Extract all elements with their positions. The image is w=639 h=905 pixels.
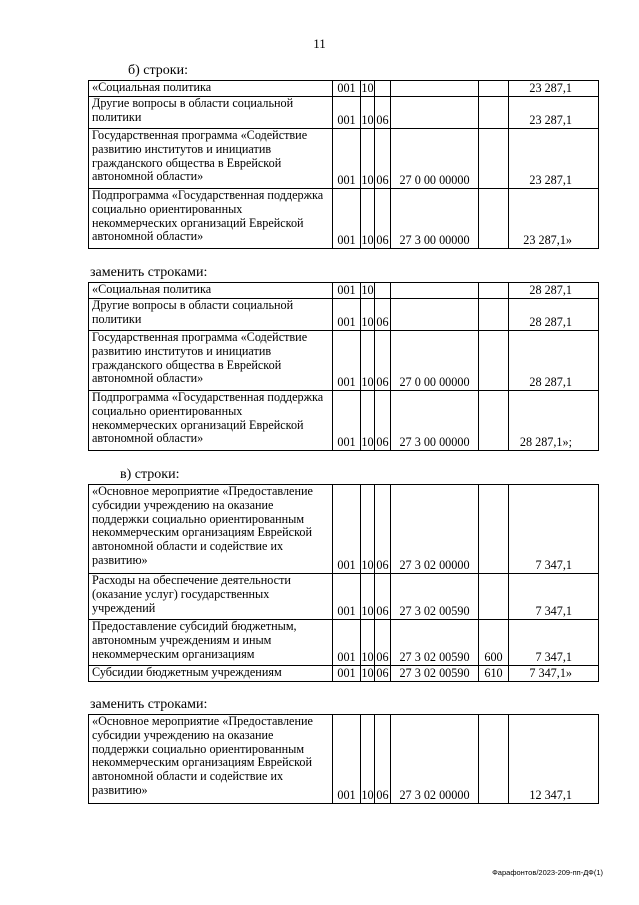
budget-table	[88, 714, 599, 804]
pr-cell: 06	[375, 620, 391, 666]
row-name: Другие вопросы в области социальной политики	[89, 299, 333, 331]
csr-cell: 27 0 00 00000	[391, 331, 479, 391]
table-row	[89, 331, 599, 391]
csr-cell: 27 3 00 00000	[391, 391, 479, 451]
vr-cell	[479, 129, 509, 189]
csr-cell: 27 3 02 00590	[391, 666, 479, 682]
pr-cell	[375, 81, 391, 97]
page-number: 11	[313, 36, 326, 51]
vr-cell	[479, 331, 509, 391]
ved-cell: 001	[333, 81, 361, 97]
section-heading: б) строки:	[128, 63, 188, 78]
pr-cell: 06	[376, 666, 389, 681]
amount-cell: 23 287,1»	[509, 189, 599, 249]
amount-cell: 7 347,1	[509, 574, 599, 620]
rz-cell: 10	[361, 574, 375, 620]
table-row	[89, 129, 599, 189]
amount-cell: 28 287,1»;	[509, 391, 599, 451]
table-row	[89, 97, 599, 129]
budget-table	[88, 80, 599, 249]
pr-cell: 06	[375, 715, 391, 804]
ved-cell: 001	[333, 331, 361, 391]
section-heading: в) строки:	[120, 467, 180, 482]
rz-cell: 10	[361, 129, 375, 189]
row-name: Государственная программа «Содействие развитию институтов и инициатив гражданского общества в Еврейской автономной области»	[89, 129, 333, 189]
csr-cell: 27 0 00 00000	[391, 129, 479, 189]
csr-cell: 27 3 02 00590	[391, 574, 479, 620]
rz-cell: 10	[361, 331, 375, 391]
pr-cell: 06	[375, 331, 391, 391]
row-name: Государственная программа «Содействие развитию институтов и инициатив гражданского общества в Еврейской автономной области»	[89, 331, 333, 391]
pr-cell: 06	[375, 97, 391, 129]
vr-cell: 600	[479, 620, 509, 666]
ved-cell: 001	[333, 620, 361, 666]
rz-cell: 10	[361, 391, 375, 451]
budget-table	[88, 484, 599, 682]
amount-cell: 12 347,1	[509, 715, 599, 804]
table-row	[89, 620, 599, 666]
table-row	[89, 81, 599, 97]
amount-cell: 28 287,1	[509, 299, 599, 331]
pr-cell: 06	[375, 391, 391, 451]
pr-cell: 06	[375, 129, 391, 189]
rz-cell: 10	[361, 283, 374, 298]
table-row	[89, 189, 599, 249]
vr-cell	[479, 81, 509, 97]
csr-cell	[391, 283, 479, 299]
ved-cell: 001	[333, 299, 361, 331]
vr-cell	[479, 189, 509, 249]
rz-cell: 10	[361, 620, 375, 666]
csr-cell: 27 3 02 00000	[391, 485, 479, 574]
amount-cell: 23 287,1	[509, 97, 599, 129]
csr-cell: 27 3 02 00000	[391, 715, 479, 804]
amount-cell: 28 287,1	[509, 331, 599, 391]
vr-cell	[479, 715, 509, 804]
table-row	[89, 299, 599, 331]
csr-cell	[391, 299, 479, 331]
table-row	[89, 666, 599, 682]
rz-cell: 10	[361, 715, 375, 804]
pr-cell: 06	[375, 574, 391, 620]
csr-cell: 27 3 02 00590	[391, 620, 479, 666]
vr-cell	[479, 391, 509, 451]
rz-cell: 10	[361, 666, 374, 681]
footer-doc-id: Фарафонтов/2023-209-пп-ДФ(1)	[492, 868, 603, 877]
budget-table	[88, 282, 599, 451]
ved-cell: 001	[333, 574, 361, 620]
row-name: «Социальная политика	[89, 81, 333, 97]
amount-cell: 23 287,1	[509, 129, 599, 189]
pr-cell: 06	[375, 189, 391, 249]
vr-cell	[479, 485, 509, 574]
rz-cell: 10	[361, 299, 375, 331]
row-name: Подпрограмма «Государственная поддержка социально ориентированных некоммерческих организаций Еврейской автономной области»	[89, 391, 333, 451]
row-name: «Основное мероприятие «Предоставление субсидии учреждению на оказание поддержки социально ориентированным некоммерческим организациям Еврейской автономной области и содействие их развитию»	[89, 715, 333, 804]
csr-cell	[391, 81, 479, 97]
table-row	[89, 574, 599, 620]
rz-cell: 10	[361, 81, 374, 96]
vr-cell	[479, 574, 509, 620]
ved-cell: 001	[333, 189, 361, 249]
rz-cell: 10	[361, 485, 375, 574]
table-row	[89, 283, 599, 299]
csr-cell	[391, 97, 479, 129]
vr-cell	[479, 97, 509, 129]
rz-cell: 10	[361, 97, 375, 129]
vr-cell	[479, 299, 509, 331]
pr-cell	[375, 283, 391, 299]
row-name: Предоставление субсидий бюджетным, автономным учреждениям и иным некоммерческим организациям	[89, 620, 333, 666]
row-name: Другие вопросы в области социальной политики	[89, 97, 333, 129]
ved-cell: 001	[333, 485, 361, 574]
vr-cell: 610	[479, 666, 509, 682]
ved-cell: 001	[333, 283, 361, 299]
pr-cell: 06	[375, 299, 391, 331]
table-row	[89, 485, 599, 574]
amount-cell: 28 287,1	[509, 283, 599, 299]
ved-cell: 001	[333, 97, 361, 129]
csr-cell: 27 3 00 00000	[391, 189, 479, 249]
table-row	[89, 715, 599, 804]
ved-cell: 001	[333, 391, 361, 451]
section-heading: заменить строками:	[90, 697, 208, 712]
ved-cell: 001	[333, 666, 361, 682]
row-name: «Социальная политика	[89, 283, 333, 299]
row-name: «Основное мероприятие «Предоставление субсидии учреждению на оказание поддержки социально ориентированным некоммерческим организациям Еврейской автономной области и содействие их развитию»	[89, 485, 333, 574]
section-heading: заменить строками:	[90, 265, 208, 280]
table-row	[89, 391, 599, 451]
rz-cell: 10	[361, 189, 375, 249]
amount-cell: 23 287,1	[509, 81, 599, 97]
pr-cell: 06	[375, 485, 391, 574]
amount-cell: 7 347,1	[509, 620, 599, 666]
ved-cell: 001	[333, 129, 361, 189]
row-name: Расходы на обеспечение деятельности (оказание услуг) государственных учреждений	[89, 574, 333, 620]
amount-cell: 7 347,1»	[509, 666, 599, 682]
amount-cell: 7 347,1	[509, 485, 599, 574]
row-name: Субсидии бюджетным учреждениям	[89, 666, 333, 682]
row-name: Подпрограмма «Государственная поддержка социально ориентированных некоммерческих организаций Еврейской автономной области»	[89, 189, 333, 249]
ved-cell: 001	[333, 715, 361, 804]
vr-cell	[479, 283, 509, 299]
